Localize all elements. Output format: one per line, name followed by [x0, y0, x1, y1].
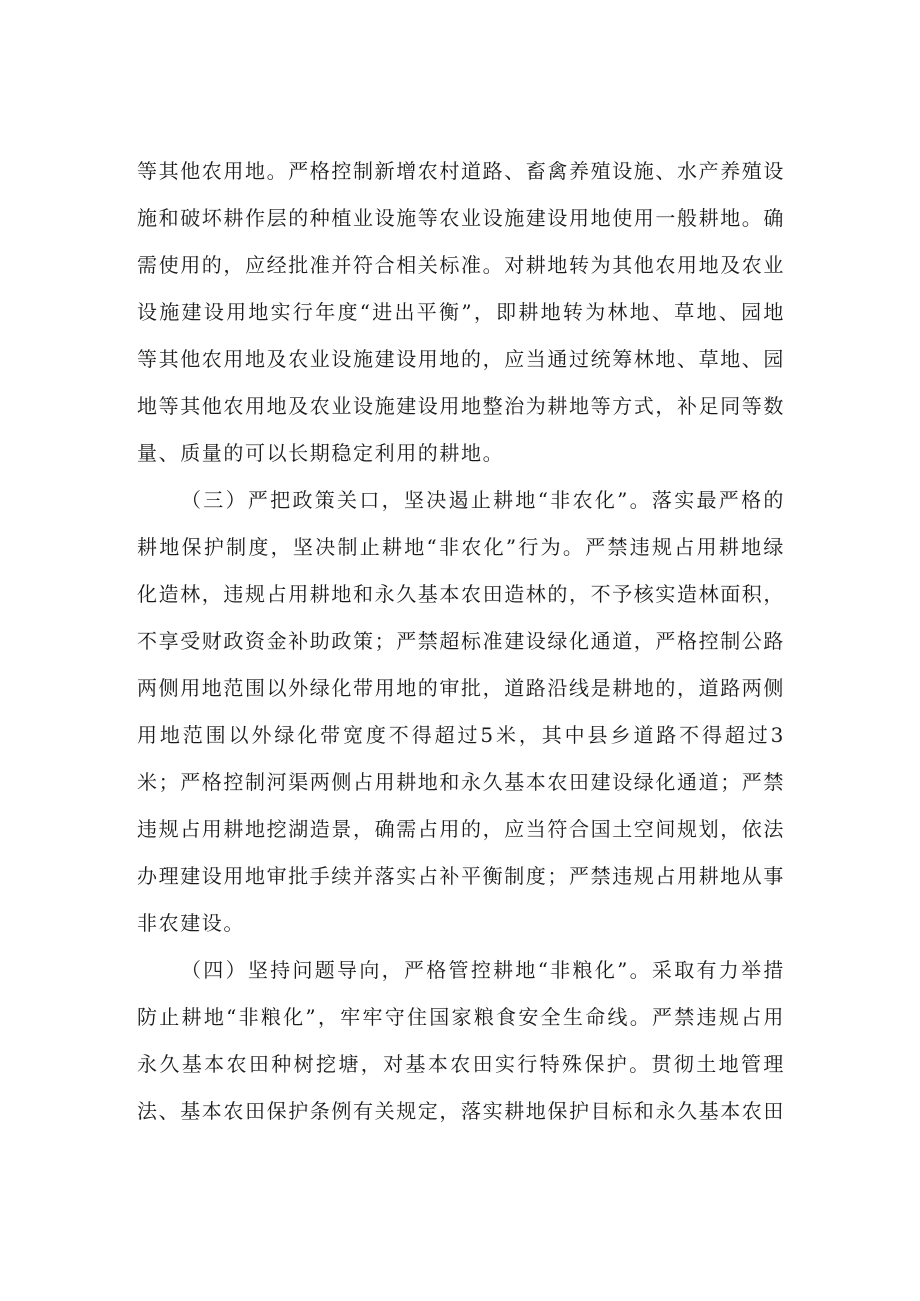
document-body	[137, 148, 785, 1135]
paragraph-3-section-four: （四）坚持问题导向，严格管控耕地“非粮化”。采取有力举措防止耕地“非粮化”，牢牢守住国家粮食安全生命线。严禁违规占用永久基本农田种树挖塘，对基本农田实行特殊保护。贯彻土地管理法、基本农田保护条例有关规定，落实耕地保护目标和永久基本农田	[137, 958, 785, 1123]
paragraph-2-section-three: （三）严把政策关口，坚决遏止耕地“非农化”。落实最严格的耕地保护制度，坚决制止耕地“非农化”行为。严禁违规占用耕地绿化造林，违规占用耕地和永久基本农田造林的，不予核实造林面积，不享受财政资金补助政策；严禁超标准建设绿化通道，严格控制公路两侧用地范围以外绿化带用地的审批，道路沿线是耕地的，道路两侧用地范围以外绿化带宽度不得超过5米，其中县乡道路不得超过3米；严格控制河渠两侧占用耕地和永久基本农田建设绿化通道；严禁违规占用耕地挖湖造景，确需占用的，应当符合国土空间规划，依法办理建设用地审批手续并落实占补平衡制度；严禁违规占用耕地从事非农建设。	[137, 488, 785, 935]
paragraph-1: 等其他农用地。严格控制新增农村道路、畜禽养殖设施、水产养殖设施和破坏耕作层的种植业设施等农业设施建设用地使用一般耕地。确需使用的，应经批准并符合相关标准。对耕地转为其他农用地及农业设施建设用地实行年度“进出平衡”，即耕地转为林地、草地、园地等其他农用地及农业设施建设用地的，应当通过统筹林地、草地、园地等其他农用地及农业设施建设用地整治为耕地等方式，补足同等数量、质量的可以长期稳定利用的耕地。	[137, 159, 785, 465]
